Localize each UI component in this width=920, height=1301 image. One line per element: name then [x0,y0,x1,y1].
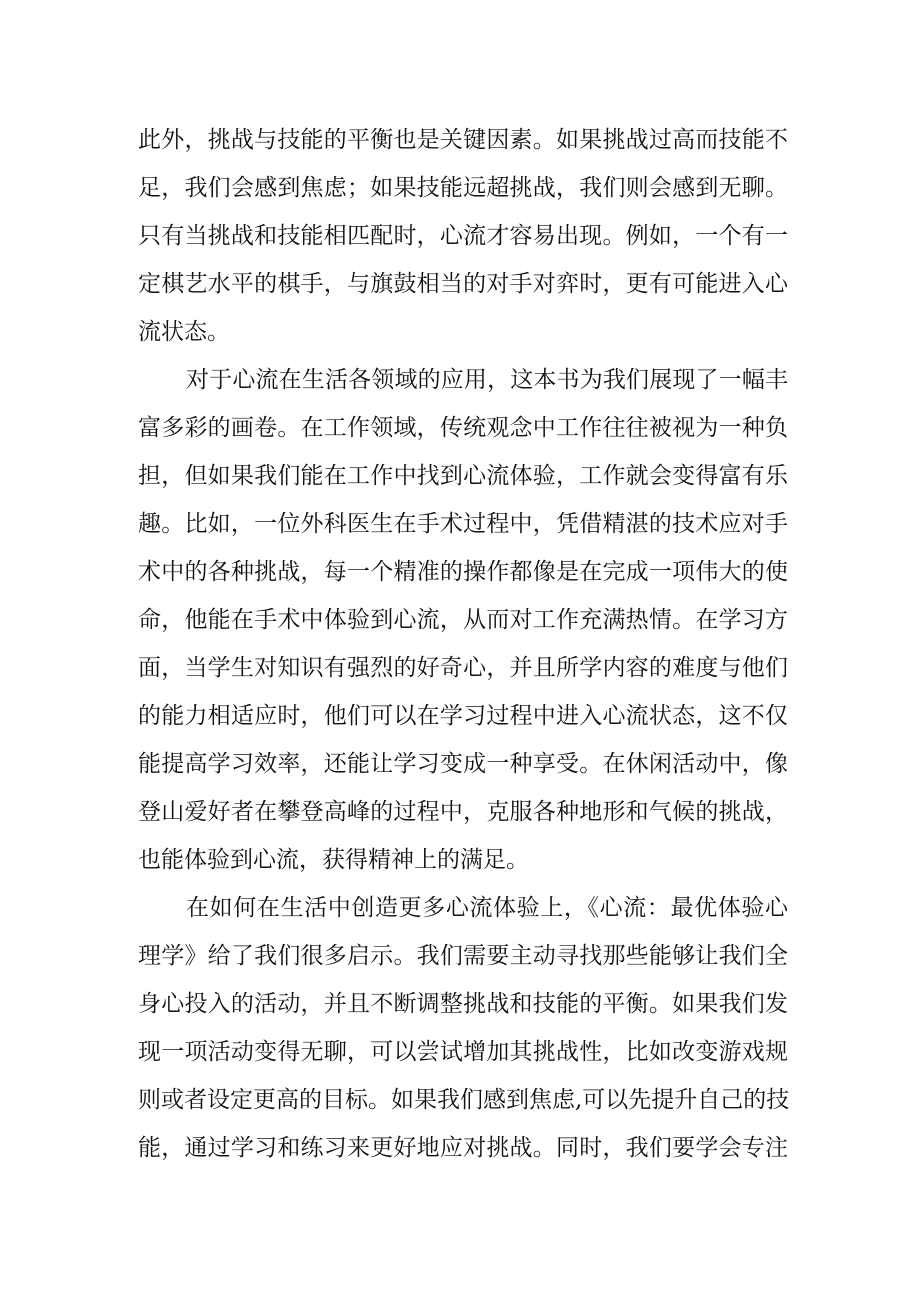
text-line: 面，当学生对知识有强烈的好奇心，并且所学内容的难度与他们 [138,655,788,681]
text-line: 富多彩的画卷。在工作领域，传统观念中工作往往被视为一种负 [138,415,788,441]
paragraph-1 [138,116,788,356]
text-line: 现一项活动变得无聊，可以尝试增加其挑战性，比如改变游戏规 [138,1039,788,1065]
paragraph-3 [138,884,788,1172]
text-line: 的能力相适应时，他们可以在学习过程中进入心流状态，这不仅 [138,703,788,729]
document-body [138,116,788,1172]
text-line: 对于心流在生活各领域的应用，这本书为我们展现了一幅丰 [186,367,788,393]
text-line: 术中的各种挑战，每一个精准的操作都像是在完成一项伟大的使 [138,559,788,585]
text-line: 则或者设定更高的目标。如果我们感到焦虑,可以先提升自己的技 [138,1087,790,1113]
text-line: 在如何在生活中创造更多心流体验上，《心流：最优体验心 [186,895,788,921]
text-line: 能，通过学习和练习来更好地应对挑战。同时，我们要学会专注 [138,1135,788,1161]
text-line: 身心投入的活动，并且不断调整挑战和技能的平衡。如果我们发 [138,991,788,1017]
text-line: 定棋艺水平的棋手，与旗鼓相当的对手对弈时，更有可能进入心 [138,271,788,297]
text-line: 担，但如果我们能在工作中找到心流体验，工作就会变得富有乐 [138,463,788,489]
text-line: 此外，挑战与技能的平衡也是关键因素。如果挑战过高而技能不 [138,127,788,153]
text-line: 只有当挑战和技能相匹配时，心流才容易出现。例如，一个有一 [138,223,788,249]
text-line: 趣。比如，一位外科医生在手术过程中，凭借精湛的技术应对手 [138,511,788,537]
text-line: 登山爱好者在攀登高峰的过程中，克服各种地形和气候的挑战， [138,799,788,825]
text-line: 流状态。 [138,319,230,345]
text-line: 能提高学习效率，还能让学习变成一种享受。在休闲活动中，像 [138,751,788,777]
text-line: 命，他能在手术中体验到心流，从而对工作充满热情。在学习方 [138,607,788,633]
text-line: 也能体验到心流，获得精神上的满足。 [138,847,529,873]
text-line: 足，我们会感到焦虑；如果技能远超挑战，我们则会感到无聊。 [138,175,788,201]
paragraph-2 [138,356,788,884]
text-line: 理学》给了我们很多启示。我们需要主动寻找那些能够让我们全 [138,943,788,969]
